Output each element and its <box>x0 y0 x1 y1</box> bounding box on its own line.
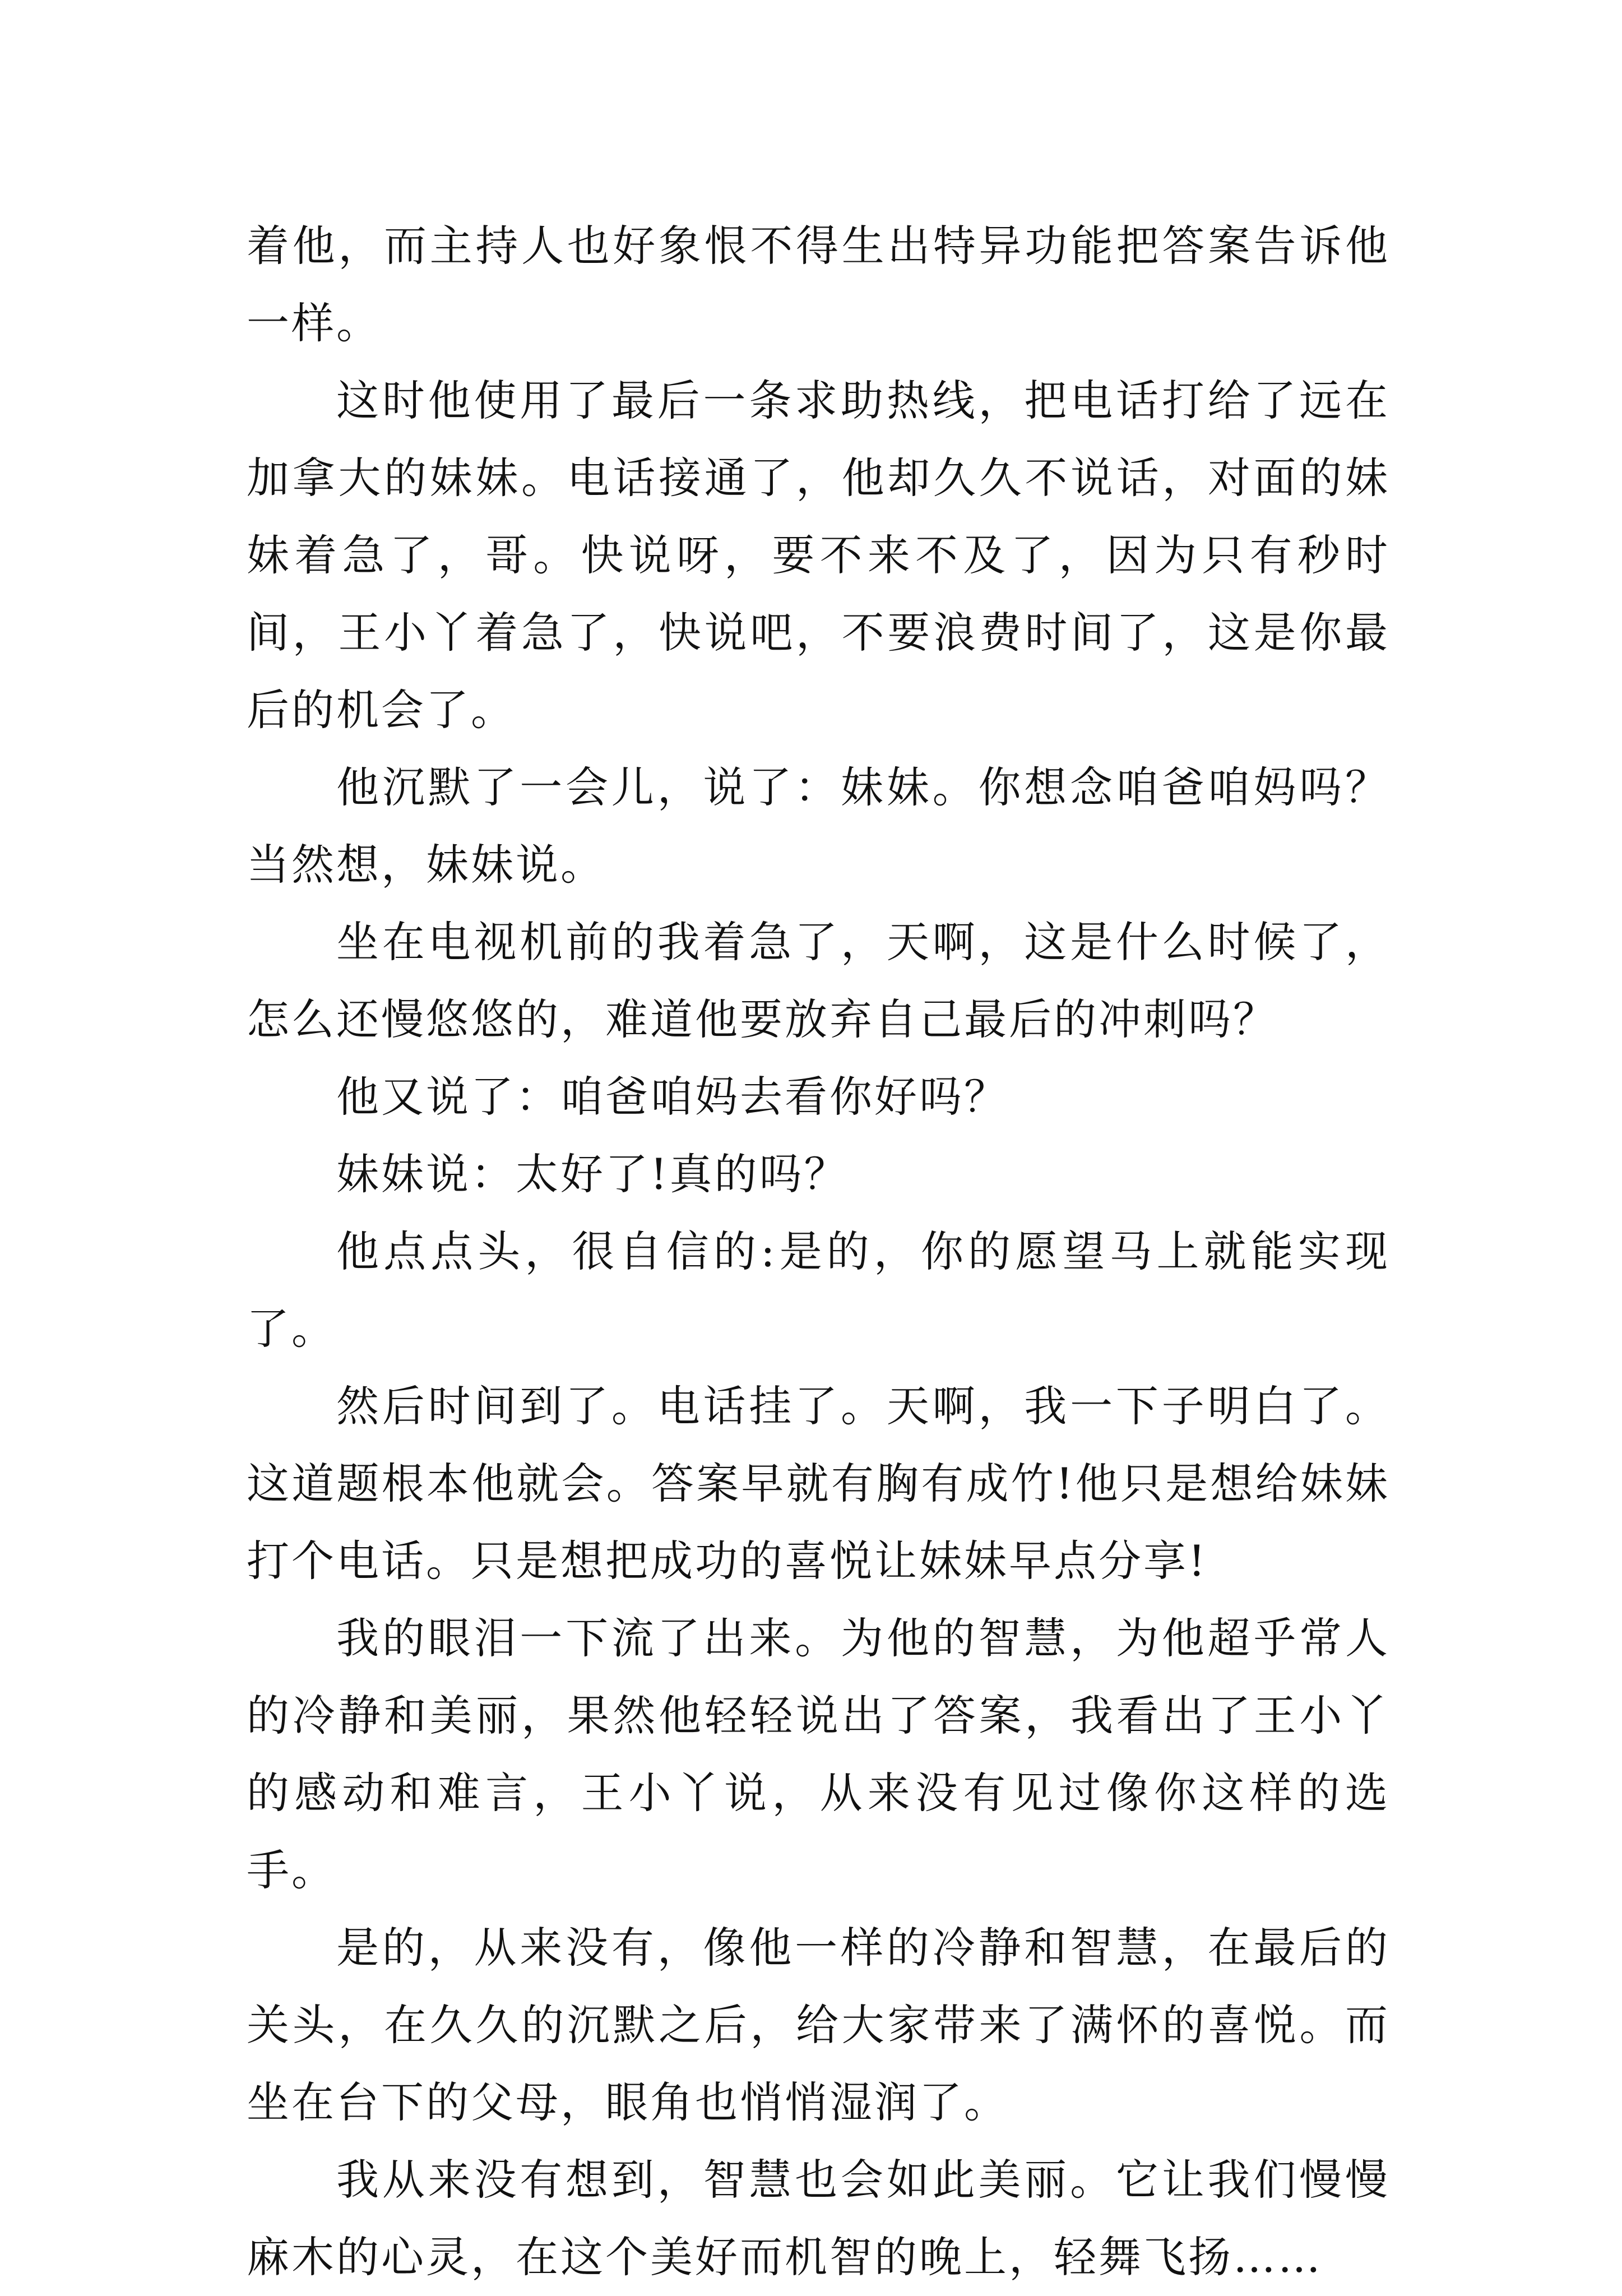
paragraph: 是的，从来没有，像他一样的冷静和智慧，在最后的关头，在久久的沉默之后，给大家带来了满怀的喜悦。而坐在台下的父母，眼角也悄悄湿润了。 <box>247 1923 1390 2127</box>
paragraph: 然后时间到了。电话挂了。天啊，我一下子明白了。这道题根本他就会。答案早就有胸有成竹!他只是想给妹妹打个电话。只是想把成功的喜悦让妹妹早点分享! <box>247 1381 1390 1586</box>
document-body <box>247 207 1390 2296</box>
paragraph: 他又说了：咱爸咱妈去看你好吗？ <box>336 1072 1009 1122</box>
paragraph: 他点点头，很自信的:是的，你的愿望马上就能实现了。 <box>247 1226 1390 1354</box>
paragraph: 我从来没有想到，智慧也会如此美丽。它让我们慢慢麻木的心灵，在这个美好而机智的晚上，轻舞飞扬…… <box>247 2155 1390 2282</box>
paragraph: 坐在电视机前的我着急了，天啊，这是什么时候了，怎么还慢悠悠的，难道他要放弃自己最后的冲刺吗？ <box>247 917 1390 1044</box>
paragraph: 我的眼泪一下流了出来。为他的智慧，为他超乎常人的冷静和美丽，果然他轻轻说出了答案，我看出了王小丫的感动和难言，王小丫说，从来没有见过像你这样的选手。 <box>247 1613 1390 1895</box>
paragraph: 妹妹说：太好了!真的吗？ <box>336 1149 849 1199</box>
paragraph: 他沉默了一会儿，说了：妹妹。你想念咱爸咱妈吗？当然想，妹妹说。 <box>247 762 1390 890</box>
paragraph: 着他，而主持人也好象恨不得生出特异功能把答案告诉他一样。 <box>247 221 1390 348</box>
paragraph: 这时他使用了最后一条求助热线，把电话打给了远在加拿大的妹妹。电话接通了，他却久久不说话，对面的妹妹着急了，哥。快说呀，要不来不及了，因为只有秒时间，王小丫着急了，快说吧，不要浪费时间了，这是你最后的机会了。 <box>247 376 1390 735</box>
